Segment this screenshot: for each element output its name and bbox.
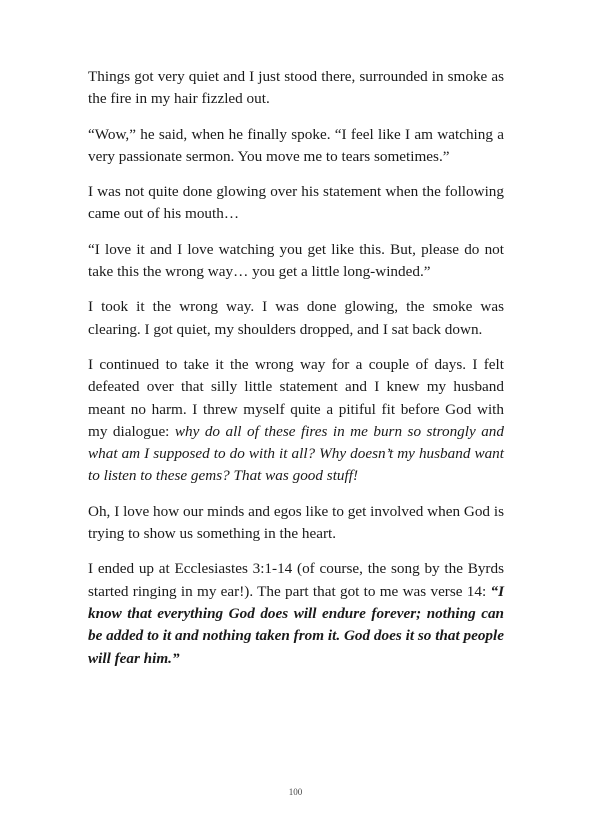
- paragraph-4: “I love it and I love watching you get like this. But, please do not take this the wrong way… you get a little long-winded.”: [88, 240, 504, 281]
- paragraph-6: [88, 354, 504, 488]
- paragraph-1: Things got very quiet and I just stood there, surrounded in smoke as the fire in my hair fizzled out.: [88, 68, 504, 108]
- paragraph-8: [88, 558, 504, 669]
- paragraph-6-italic: why do all of these fires in me burn so strongly and what am I supposed to do with it all? Why doesn’t my husband want to listen to these gems? That was good stuff!: [88, 422, 504, 485]
- paragraph-2: “Wow,” he said, when he finally spoke. “I feel like I am watching a very passionate sermon. You move me to tears sometimes.”: [88, 125, 504, 165]
- page-number: 100: [288, 787, 303, 797]
- scripture-quote: “I know that everything God does will endure forever; nothing can be added to it and nothing taken from it. God does it so that people will fear him.”: [88, 582, 504, 667]
- paragraph-3: I was not quite done glowing over his statement when the following came out of his mouth…: [88, 183, 504, 223]
- paragraph-5: I took it the wrong way. I was done glowing, the smoke was clearing. I got quiet, my shoulders dropped, and I sat back down.: [88, 298, 504, 338]
- page-body: [88, 66, 504, 683]
- paragraph-8-text: I ended up at Ecclesiastes 3:1-14 (of course, the song by the Byrds started ringing in my ear!). The part that got to me was verse 14:: [88, 560, 504, 600]
- paragraph-6-text: I continued to take it the wrong way for a couple of days. I felt defeated over that silly little statement and I knew my husband meant no harm. I threw myself quite a pitiful fit before God with my dialogue:: [88, 355, 504, 440]
- paragraph-7: Oh, I love how our minds and egos like to get involved when God is trying to show us something in the heart.: [88, 502, 504, 543]
